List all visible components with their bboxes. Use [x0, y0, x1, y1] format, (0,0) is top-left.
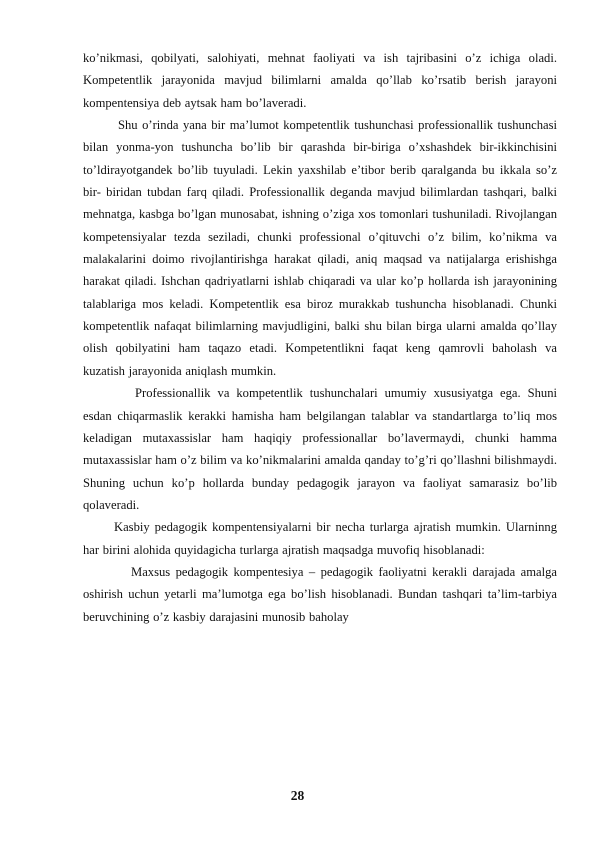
paragraph-competence-definition: ko’nikmasi, qobilyati, salohiyati, mehnat faoliyati va ish tajribasini o’z ichiga oladi. Kompetentlik jarayonida mavjud bilimlarni amalda qo’llab ko’rsatib berish jarayoni kompentensiya deb aytsak ham bo’laveradi.: [83, 51, 557, 110]
paragraph-special-pedagogical-competence: Maxsus pedagogik kompentesiya – pedagogik faoliyatni kerakli darajada amalga oshirish uchun yetarli ma’lumotga ega bo’lish hisoblanadi. Bundan tashqari ta’lim-tarbiya beruvchining o’z kasbiy darajasini munosib baholay: [83, 564, 557, 624]
paragraph-common-features: Professionallik va kompetentlik tushunchalari umumiy xususiyatga ega. Shuni esdan chiqarmaslik kerakki hamisha ham belgilangan talablar va standartlarga to’liq mos keladigan mutaxassislar ham haqiqiy professionallar bo’lavermaydi, chunki hamma mutaxassislar ham o’z bilim va ko’nikmalarini amalda qanday to’g’ri qo’llashni bilishmaydi. Shuning uchun ko’p hollarda bunday pedagogik jarayon va faoliyat samarasiz bo’lib qolaveradi.: [83, 386, 558, 512]
document-body: [83, 47, 557, 628]
paragraph-professionalism-vs-competence: Shu o’rinda yana bir ma’lumot kompetentlik tushunchasi professionallik tushunchasi bilan yonma-yon tushuncha bo’lib bir qarashda bir-biriga o’xshashdek bir-ikkinchisini to’ldirayotgandek bo’lib tuyuladi. Lekin yaxshilab e’tibor berib qaralganda bu ikkala so’z bir- biridan tubdan farq qiladi. Professionallik deganda mavjud bilimlardan tashqari, balki mehnatga, kasbga bo’lgan munosabat, ishning o’ziga xos tomonlari tushuniladi. Rivojlangan kompetensiyalar tezda seziladi, chunki professional o’qituvchi o’z bilim, ko’nikma va malakalarini doimo rivojlantirishga harakat qiladi, aniq maqsad va natijalarga erishishga harakat qiladi. Ishchan qadriyatlarni ishlab chiqaradi va ular ko’p hollarda ish jarayonining talablariga mos keladi. Kompetentlik esa biroz murakkab tushuncha hisoblanadi. Chunki kompetentlik nafaqat bilimlarning mavjudligini, balki shu bilan birga ularni amalda qo’llay olish qobilyatini ham taqazo etadi. Kompetentlikni faqat keng qamrovli baholash va kuzatish jarayonida aniqlash mumkin.: [83, 118, 557, 378]
paragraph-competence-types: Kasbiy pedagogik kompentensiyalarni bir necha turlarga ajratish mumkin. Ularninng har birini alohida quyidagicha turlarga ajratish maqsadga muvofiq hisoblanadi:: [83, 520, 557, 557]
page-number: 28: [290, 788, 305, 803]
